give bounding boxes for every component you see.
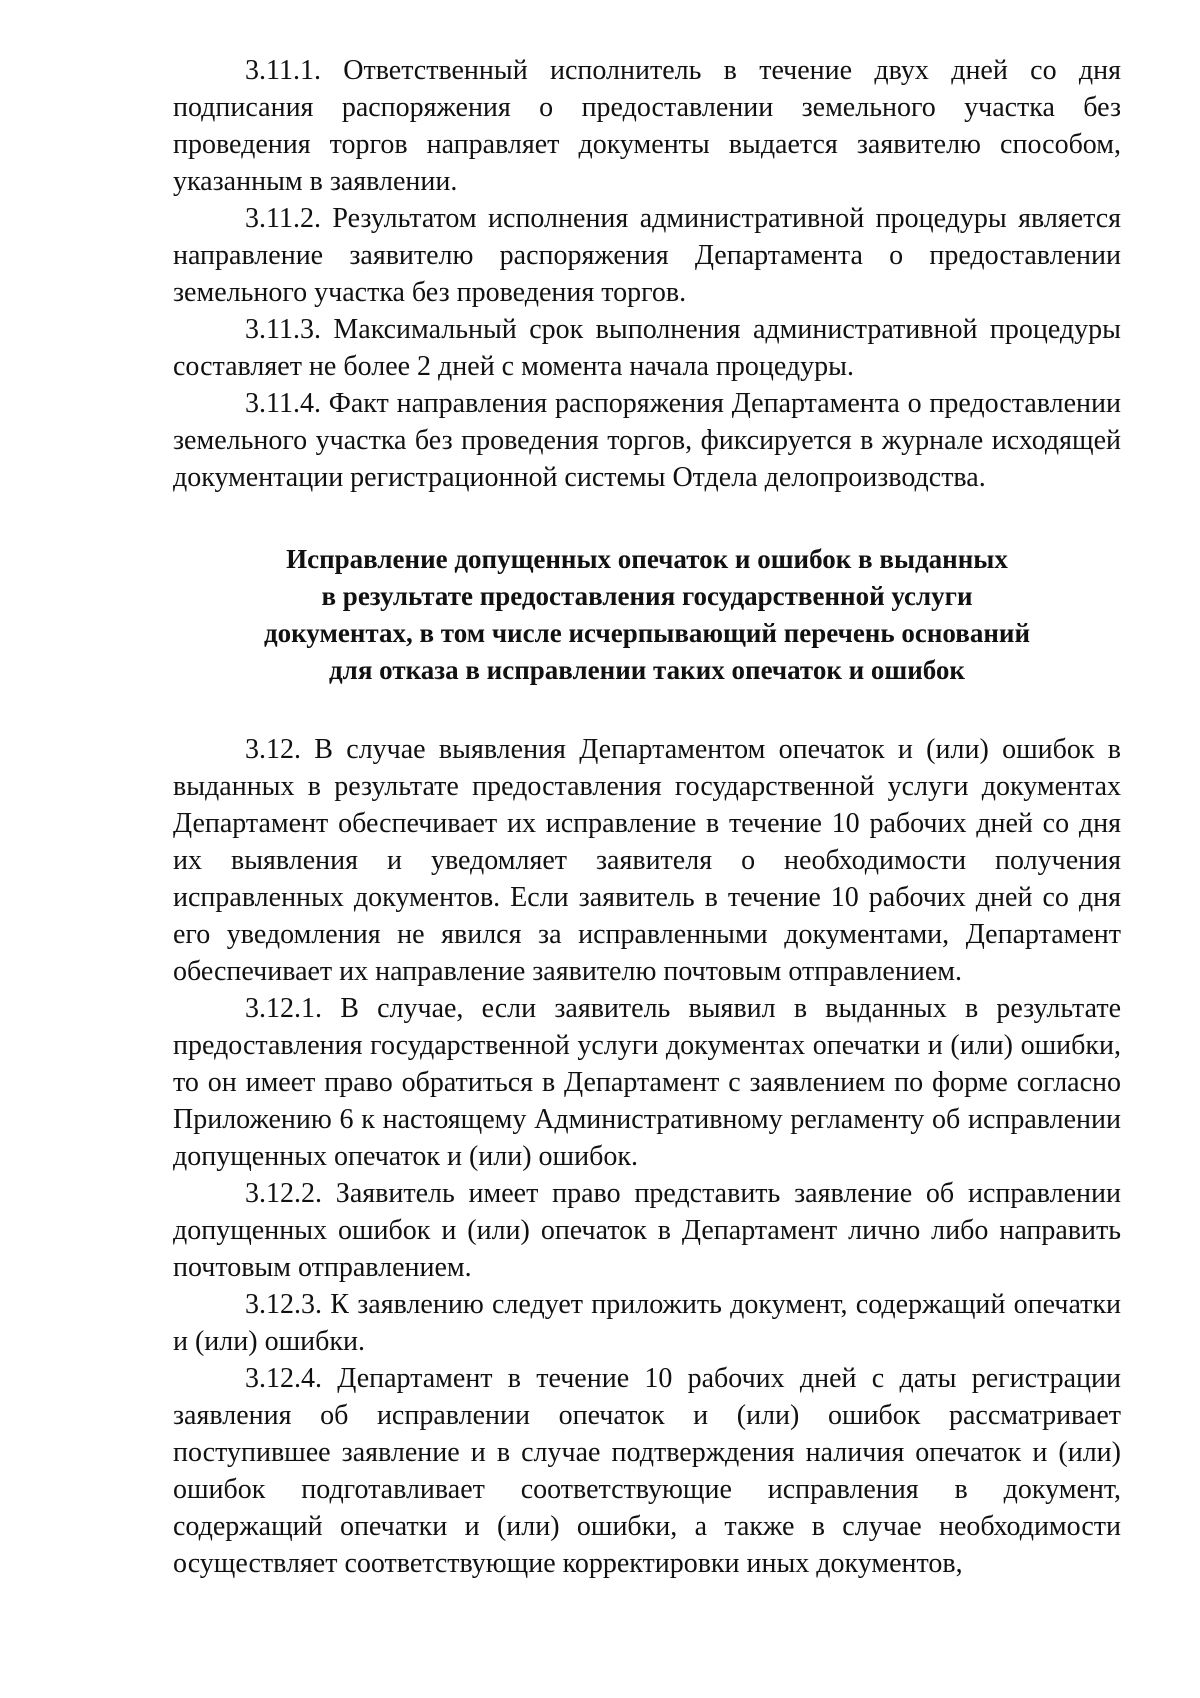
document-page — [173, 52, 1121, 1582]
paragraph-3-12: 3.12. В случае выявления Департаментом опечаток и (или) ошибок в выданных в результате предоставления государственной услуги документах Департамент обеспечивает их исправление в течение 10 рабочих дней со дня их выявления и уведомляет заявителя о необходимости получения исправленных документов. Если заявитель в течение 10 рабочих дней со дня его уведомления не явился за исправленными документами, Департамент обеспечивает их направление заявителю почтовым отправлением. — [173, 734, 1121, 987]
paragraph-3-12-2: 3.12.2. Заявитель имеет право представить заявление об исправлении допущенных ошибок и (или) опечаток в Департамент лично либо направить почтовым отправлением. — [173, 1178, 1121, 1283]
paragraph-3-12-3: 3.12.3. К заявлению следует приложить документ, содержащий опечатки и (или) ошибки. — [173, 1289, 1121, 1357]
paragraph-3-11-4: 3.11.4. Факт направления распоряжения Департамента о предоставлении земельного участка без проведения торгов, фиксируется в журнале исходящей документации регистрационной системы Отдела делопроизводства. — [173, 388, 1121, 493]
section-heading — [173, 541, 1121, 689]
paragraph-3-12-4: 3.12.4. Департамент в течение 10 рабочих дней с даты регистрации заявления об исправлении опечаток и (или) ошибок рассматривает поступившее заявление и в случае подтверждения наличия опечаток и (или) ошибок подготавливает соответствующие исправления в документ, содержащий опечатки и (или) ошибки, а также в случае необходимости осуществляет соответствующие корректировки иных документов, — [173, 1363, 1121, 1579]
section-heading-line: Исправление допущенных опечаток и ошибок в выданных — [286, 544, 1008, 574]
section-heading-line: для отказа в исправлении таких опечаток и ошибок — [329, 655, 965, 685]
paragraph-3-12-1: 3.12.1. В случае, если заявитель выявил в выданных в результате предоставления государственной услуги документах опечатки и (или) ошибки, то он имеет право обратиться в Департамент с заявлением по форме согласно Приложению 6 к настоящему Административному регламенту об исправлении допущенных опечаток и (или) ошибок. — [173, 993, 1121, 1172]
paragraph-3-11-3: 3.11.3. Максимальный срок выполнения административной процедуры составляет не более 2 дней с момента начала процедуры. — [173, 314, 1121, 382]
section-heading-line: в результате предоставления государственной услуги — [321, 581, 973, 611]
section-heading-line: документах, в том числе исчерпывающий перечень оснований — [263, 618, 1031, 648]
paragraph-3-11-2: 3.11.2. Результатом исполнения административной процедуры является направление заявителю распоряжения Департамента о предоставлении земельного участка без проведения торгов. — [173, 203, 1121, 308]
paragraph-3-11-1: 3.11.1. Ответственный исполнитель в течение двух дней со дня подписания распоряжения о предоставлении земельного участка без проведения торгов направляет документы выдается заявителю способом, указанным в заявлении. — [173, 55, 1121, 197]
